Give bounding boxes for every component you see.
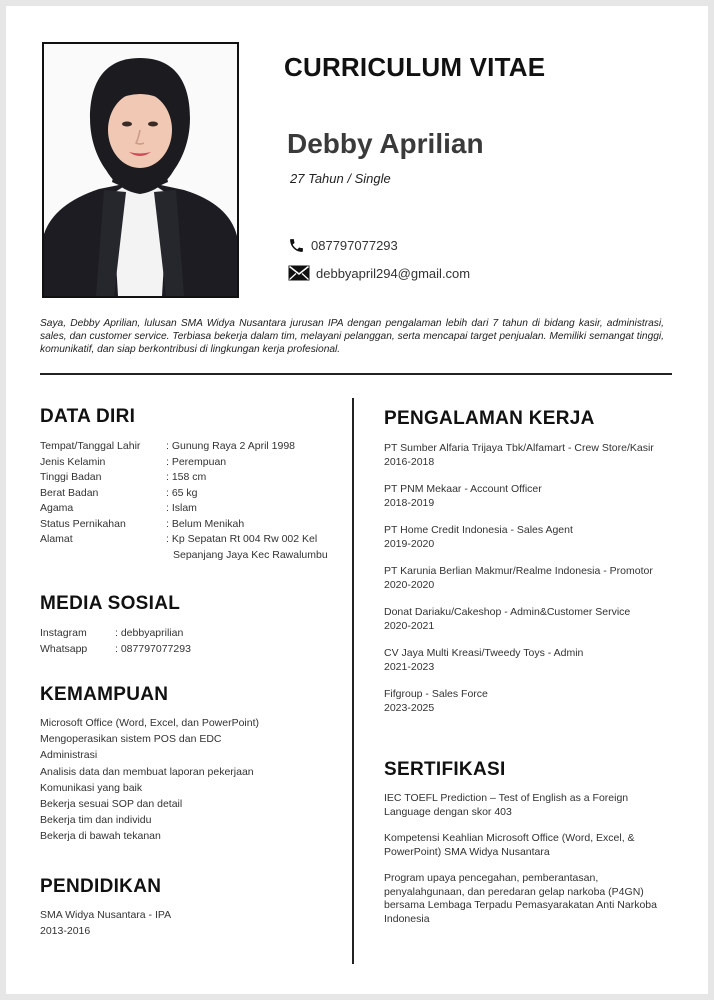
personal-data-row [40, 501, 328, 517]
school-name: SMA Widya Nusantara - IPA [40, 909, 172, 921]
heading-media-sosial: MEDIA SOSIAL [40, 593, 181, 614]
experience-role: Donat Dariaku/Cakeshop - Admin&Customer Service [384, 606, 631, 618]
social-media-row [40, 626, 191, 642]
field-value: : Belum Menikah [166, 517, 245, 530]
heading-pengalaman-kerja: PENGALAMAN KERJA [384, 408, 595, 429]
experience-item [384, 647, 694, 674]
experience-item [384, 565, 694, 592]
experience-role: PT Home Credit Indonesia - Sales Agent [384, 524, 573, 536]
heading-data-diri: DATA DIRI [40, 406, 136, 427]
experience-role: PT Karunia Berlian Makmur/Realme Indonesia - Promotor [384, 565, 653, 577]
certification-list [384, 792, 674, 939]
field-value: : Kp Sepatan Rt 004 Rw 002 Kel [166, 533, 318, 545]
heading-kemampuan: KEMAMPUAN [40, 684, 169, 705]
envelope-icon [288, 265, 310, 281]
skill-item: Bekerja sesuai SOP dan detail [40, 798, 183, 811]
skill-item: Administrasi [40, 749, 98, 762]
email-contact [288, 265, 470, 281]
experience-period: 2019-2020 [384, 537, 435, 550]
age-status: 27 Tahun / Single [290, 171, 391, 186]
education-entry [40, 907, 171, 939]
skills-list [40, 715, 259, 845]
personal-data-row [40, 455, 328, 471]
field-value: : 65 kg [166, 486, 198, 499]
experience-period: 2020-2021 [384, 619, 435, 632]
skill-item: Bekerja tim dan individu [40, 814, 152, 827]
certification-item: Kompetensi Keahlian Microsoft Office (Word, Excel, & PowerPoint) SMA Widya Nusantara [384, 832, 635, 858]
social-media-row [40, 642, 191, 658]
field-label: Tempat/Tanggal Lahir [40, 440, 141, 452]
social-media-table [40, 626, 191, 657]
field-label: Agama [40, 502, 74, 514]
personal-data-row [40, 486, 328, 502]
experience-list [384, 442, 694, 729]
field-label: Status Pernikahan [40, 517, 126, 530]
experience-period: 2020-2020 [384, 578, 435, 591]
field-label: Berat Badan [40, 486, 99, 499]
field-label: Jenis Kelamin [40, 455, 106, 468]
certification-item: IEC TOEFL Prediction – Test of English as a Foreign Language dengan skor 403 [384, 792, 629, 818]
experience-period: 2016-2018 [384, 455, 435, 468]
experience-item [384, 442, 694, 469]
school-years: 2013-2016 [40, 925, 91, 938]
personal-data-table [40, 439, 328, 563]
field-value: : 087797077293 [115, 642, 191, 655]
skill-item: Analisis data dan membuat laporan pekerjaan [40, 765, 254, 778]
field-value: : Gunung Raya 2 April 1998 [166, 440, 296, 452]
experience-period: 2018-2019 [384, 496, 435, 509]
experience-period: 2021-2023 [384, 660, 435, 673]
field-value: : Islam [166, 502, 197, 514]
skill-item: Mengoperasikan sistem POS dan EDC [40, 733, 222, 746]
personal-data-row [40, 548, 328, 564]
personal-data-row [40, 517, 328, 533]
field-value: : debbyaprilian [115, 627, 184, 639]
experience-period: 2023-2025 [384, 701, 435, 714]
field-label: Instagram [40, 627, 87, 639]
field-label: Tinggi Badan [40, 471, 102, 483]
profile-photo [42, 42, 239, 298]
field-label: Alamat [40, 533, 73, 545]
cv-title: CURRICULUM VITAE [284, 52, 546, 82]
experience-role: CV Jaya Multi Kreasi/Tweedy Toys - Admin [384, 647, 584, 659]
candidate-name: Debby Aprilian [287, 128, 484, 159]
experience-item [384, 483, 694, 510]
phone-number: 087797077293 [311, 238, 398, 253]
section-divider [40, 373, 672, 375]
address-continuation: Sepanjang Jaya Kec Rawalumbu [173, 548, 328, 561]
experience-item [384, 606, 694, 633]
skill-item: Microsoft Office (Word, Excel, dan PowerPoint) [40, 717, 260, 729]
experience-item [384, 688, 694, 715]
field-value: : 158 cm [166, 471, 207, 483]
personal-data-row [40, 439, 328, 455]
email-address: debbyapril294@gmail.com [316, 265, 471, 281]
field-label: Whatsapp [40, 642, 88, 655]
certification-item: Program upaya pencegahan, pemberantasan, penyalahgunaan, dan peredaran gelap narkoba (P4GN) bersama Lembaga Terpadu Pemasyarakatan Anti Narkoba Indonesia [384, 872, 657, 925]
personal-data-row [40, 470, 328, 486]
experience-role: Fifgroup - Sales Force [384, 688, 488, 700]
experience-role: PT Sumber Alfaria Trijaya Tbk/Alfamart - Crew Store/Kasir [384, 442, 654, 454]
phone-icon [288, 237, 305, 254]
experience-role: PT PNM Mekaar - Account Officer [384, 483, 542, 495]
skill-item: Komunikasi yang baik [40, 781, 143, 794]
profile-summary: Saya, Debby Aprilian, lulusan SMA Widya Nusantara jurusan IPA dengan pengalaman lebih dari 7 tahun di bidang kasir, administrasi, sales, dan customer service. Terbiasa bekerja dalam tim, melayani pelanggan, serta mencapai target penjualan. Memiliki semangat tinggi, komunikatif, dan siap berkontribusi di lingkungan kerja profesional. [40, 318, 664, 355]
heading-pendidikan: PENDIDIKAN [40, 876, 162, 897]
personal-data-row [40, 532, 328, 548]
field-value: : Perempuan [166, 455, 227, 468]
phone-contact [288, 237, 398, 254]
experience-item [384, 524, 694, 551]
column-divider [352, 398, 354, 964]
skill-item: Bekerja di bawah tekanan [40, 830, 161, 843]
heading-sertifikasi: SERTIFIKASI [384, 759, 506, 780]
